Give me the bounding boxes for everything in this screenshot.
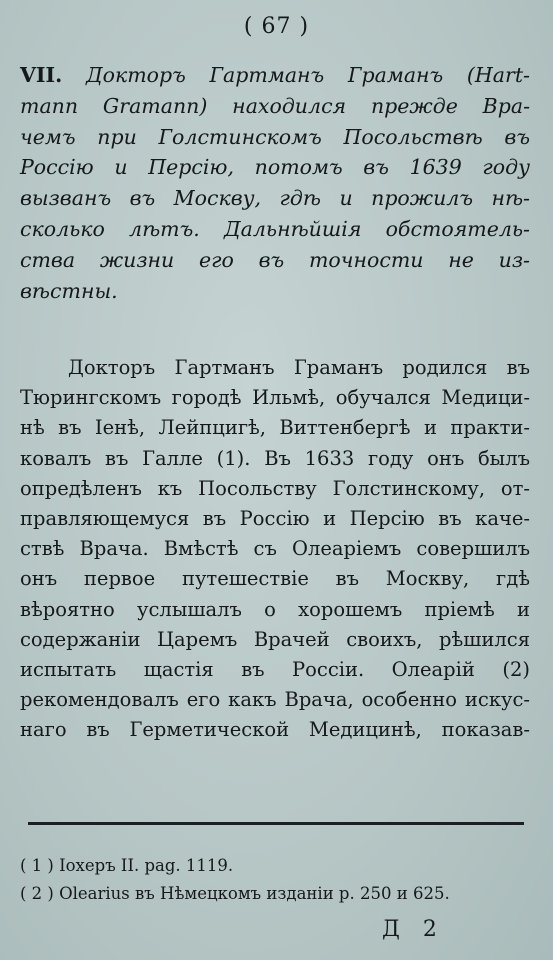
body-line-2: Тюрингскомъ городѣ Ильмѣ, обучался Медици- xyxy=(20,386,530,410)
body-line-5: опредѣленъ къ Посольству Голстинскому, от- xyxy=(20,476,530,500)
body-line-6: правляющемуся въ Россію и Персію въ каче- xyxy=(20,507,530,531)
body-line-7: ствѣ Врача. Вмѣстѣ съ Олеаріемъ совершилъ xyxy=(20,537,530,561)
body-line-13: наго въ Герметической Медицинѣ, показав- xyxy=(20,718,530,742)
body-line-12: рекомендовалъ его какъ Врача, особенно искус- xyxy=(20,688,530,712)
summary-line-3: чемъ при Голстинскомъ Посольствѣ въ xyxy=(20,124,530,149)
body-line-10: содержаніи Царемъ Врачей своихъ, рѣшился xyxy=(20,627,530,651)
summary-line-4: Россію и Персію, потомъ въ 1639 году xyxy=(20,155,530,180)
body-line-1: Докторъ Гартманъ Граманъ родился въ xyxy=(68,356,530,379)
section-summary xyxy=(20,60,530,306)
body-line-3: нѣ въ Іенѣ, Лейпцигѣ, Виттенбергѣ и практи- xyxy=(20,416,530,440)
summary-line-7: ства жизни его въ точности не из- xyxy=(20,247,530,272)
page-number: ( 67 ) xyxy=(243,14,310,39)
footnote-divider xyxy=(28,822,524,825)
body-line-8: онъ первое путешествіе въ Москву, гдѣ xyxy=(20,567,530,591)
body-text xyxy=(20,353,530,746)
summary-line-5: вызванъ въ Москву, гдѣ и прожилъ нѣ- xyxy=(20,186,530,211)
body-line-4: ковалъ въ Галле (1). Въ 1633 году онъ былъ xyxy=(20,446,530,470)
footnote-2: ( 2 ) Olearius въ Нѣмецкомъ изданіи p. 250 и 625. xyxy=(20,884,450,903)
section-numeral: VII. xyxy=(20,63,63,87)
summary-line-2: mann Gramann) находился прежде Вра- xyxy=(20,93,530,118)
body-line-11: испытать щастія въ Россіи. Олеарій (2) xyxy=(20,658,530,682)
summary-line-8: вѣстны. xyxy=(20,278,118,303)
summary-line-1: VII. Докторъ Гартманъ Граманъ (Hart- xyxy=(20,63,530,87)
summary-line-6: сколько лѣтъ. Дальнѣйшія обстоятель- xyxy=(20,216,530,241)
signature-mark: Д 2 xyxy=(382,917,445,942)
footnote-1: ( 1 ) Іохеръ II. pag. 1119. xyxy=(20,856,234,875)
footnotes xyxy=(20,852,530,908)
body-line-9: вѣроятно услышалъ о хорошемъ пріемѣ и xyxy=(20,597,530,621)
